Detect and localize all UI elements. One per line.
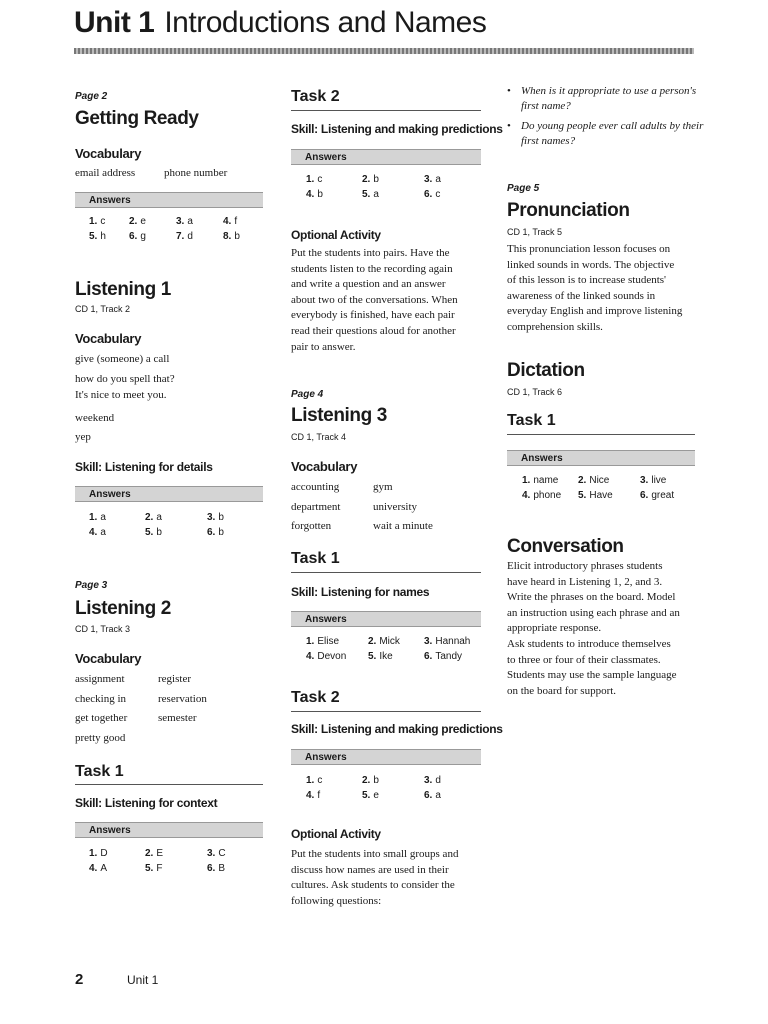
answer-item: [362, 172, 424, 187]
answer-number: 6.: [640, 490, 649, 501]
skill-heading: Skill: Listening for details: [75, 460, 213, 474]
answer-item: [89, 229, 129, 244]
answer-number: 7.: [176, 231, 185, 242]
answer-value: c: [100, 216, 106, 227]
text-line: appropriate response.: [507, 622, 602, 635]
answer-value: a: [373, 189, 379, 200]
answer-item: [362, 187, 424, 202]
answer-number: 3.: [640, 475, 649, 486]
skill-heading: Skill: Listening and making predictions: [291, 722, 503, 736]
cd-track: CD 1, Track 5: [507, 227, 563, 237]
vocab-item: give (someone) a call: [75, 353, 170, 365]
divider: [507, 434, 695, 435]
divider: [291, 711, 481, 712]
answer-item: [89, 861, 145, 876]
text-line: Write the phrases on the board. Model: [507, 591, 676, 604]
answer-number: 2.: [362, 174, 371, 185]
vocabulary-heading: Vocabulary: [75, 651, 142, 666]
optional-heading: Optional Activity: [291, 827, 381, 841]
answer-number: 1.: [522, 475, 531, 486]
answer-item: [306, 187, 362, 202]
section-heading: Listening 1: [75, 279, 171, 300]
answer-number: 4.: [306, 189, 315, 200]
vocab-item: semester: [158, 712, 197, 725]
optional-text: [291, 847, 486, 909]
vocab-item: university: [373, 500, 417, 513]
cd-track: CD 1, Track 4: [291, 432, 347, 442]
answer-value: h: [100, 231, 106, 242]
skill-heading: Skill: Listening for context: [75, 796, 218, 810]
answer-value: phone: [533, 490, 562, 501]
bullet-item: [507, 119, 707, 149]
answer-item: [424, 773, 464, 788]
answer-value: a: [187, 216, 193, 227]
answer-value: b: [156, 527, 162, 538]
text-line: on the board for support.: [507, 684, 617, 697]
vocab-item: yep: [75, 431, 91, 444]
answer-item: [368, 634, 424, 649]
vocab-list: [291, 478, 340, 537]
vocab-list: [75, 670, 127, 748]
text-line: comprehension skills.: [507, 320, 603, 333]
answer-value: a: [156, 512, 162, 523]
answer-value: a: [100, 512, 106, 523]
vocab-item: phone number: [164, 167, 228, 179]
answer-item: [145, 846, 207, 861]
text-line: • Do young people ever call adults by their: [521, 120, 704, 132]
answer-item: [176, 229, 223, 244]
answer-number: 6.: [424, 189, 433, 200]
answer-value: B: [218, 863, 226, 874]
answer-value: b: [218, 512, 224, 523]
answer-value: c: [317, 174, 323, 185]
answers-grid: [306, 773, 464, 803]
answer-value: great: [651, 490, 675, 501]
answer-item: [424, 788, 464, 803]
unit-title: Introductions and Names: [164, 6, 487, 39]
answer-number: 1.: [89, 848, 98, 859]
answer-value: d: [435, 775, 441, 786]
answer-item: [145, 525, 207, 540]
text-line: Students may use the sample language: [507, 669, 677, 682]
answers-grid: [89, 510, 247, 540]
answer-number: 6.: [424, 790, 433, 801]
answer-item: [306, 773, 362, 788]
answer-value: name: [533, 475, 559, 486]
text-line: first name?: [521, 100, 571, 112]
answer-number: 4.: [306, 651, 315, 662]
task-heading: Task 1: [291, 550, 340, 567]
section-heading: Getting Ready: [75, 108, 199, 129]
answer-number: 2.: [368, 636, 377, 647]
answer-item: [578, 473, 640, 488]
answer-item: [176, 214, 223, 229]
footer-unit: Unit 1: [127, 973, 159, 987]
text-line: cultures. Ask students to consider the: [291, 879, 455, 892]
answer-item: [640, 473, 696, 488]
answers-grid: [306, 634, 480, 664]
task-heading: Task 2: [291, 689, 340, 706]
answer-item: [306, 788, 362, 803]
answer-item: [129, 229, 176, 244]
answer-number: 4.: [522, 490, 531, 501]
vocab-item: accounting: [291, 481, 340, 493]
answer-number: 5.: [362, 790, 371, 801]
answer-value: a: [435, 790, 441, 801]
section-heading: Conversation: [507, 536, 624, 557]
answer-number: 5.: [145, 863, 154, 874]
text-line: awareness of the linked sounds in: [507, 289, 656, 302]
answer-number: 3.: [424, 174, 433, 185]
text-line: an instruction using each phrase and an: [507, 606, 680, 619]
answer-number: 6.: [207, 863, 216, 874]
task-heading: Task 1: [507, 412, 556, 429]
conversation-text: [507, 559, 712, 699]
divider: [291, 572, 481, 573]
vocab-item: pretty good: [75, 731, 126, 744]
vocabulary-heading: Vocabulary: [291, 459, 358, 474]
answer-number: 3.: [207, 848, 216, 859]
answer-item: [306, 649, 368, 664]
vocab-item: reservation: [158, 692, 207, 705]
vocab-item: wait a minute: [373, 520, 433, 533]
text-line: following questions:: [291, 894, 382, 907]
answer-item: [145, 861, 207, 876]
question-list: [507, 84, 707, 149]
answer-value: a: [100, 527, 106, 538]
answer-item: [362, 788, 424, 803]
section-heading: Pronunciation: [507, 200, 630, 221]
answer-value: b: [373, 174, 379, 185]
answer-value: Nice: [589, 475, 610, 486]
answers-grid: [89, 846, 247, 876]
answer-number: 6.: [207, 527, 216, 538]
text-line: Put the students into small groups and: [291, 848, 459, 860]
answer-number: 2.: [362, 775, 371, 786]
answer-item: [424, 172, 464, 187]
text-line: everyday English and improve listening: [507, 305, 683, 318]
page-label: Page 3: [75, 580, 108, 591]
answer-item: [223, 229, 263, 244]
vocabulary-heading: Vocabulary: [75, 331, 142, 346]
text-line: This pronunciation lesson focuses on: [507, 243, 671, 255]
answer-item: [89, 510, 145, 525]
header-rule: [74, 48, 694, 54]
vocab-item: weekend: [75, 411, 115, 424]
page-number: 2: [75, 971, 84, 988]
answer-item: [578, 488, 640, 503]
answer-number: 2.: [145, 512, 154, 523]
vocabulary-heading: Vocabulary: [75, 146, 142, 161]
answer-value: d: [187, 231, 193, 242]
text-line: have heard in Listening 1, 2, and 3.: [507, 575, 663, 588]
task-heading: Task 1: [75, 763, 124, 780]
vocab-item: It's nice to meet you.: [75, 389, 167, 402]
vocab-list: [158, 670, 207, 729]
cd-track: CD 1, Track 2: [75, 304, 131, 314]
page-label: Page 5: [507, 183, 540, 194]
answer-value: c: [435, 189, 441, 200]
answers-bar: Answers: [291, 611, 481, 627]
answer-item: [207, 525, 247, 540]
answer-value: b: [218, 527, 224, 538]
answer-number: 1.: [89, 216, 98, 227]
vocab-item: email address: [75, 167, 136, 179]
answer-number: 5.: [362, 189, 371, 200]
answer-item: [89, 525, 145, 540]
answer-value: b: [234, 231, 240, 242]
vocab-list: [373, 478, 433, 537]
answer-item: [368, 649, 424, 664]
answer-value: Hannah: [435, 636, 471, 647]
text-line: first names?: [521, 135, 576, 147]
answer-item: [306, 634, 368, 649]
unit-label: Unit 1: [74, 6, 155, 39]
answer-number: 4.: [89, 527, 98, 538]
answers-grid: [89, 214, 263, 244]
text-line: about two of the conversations. When: [291, 293, 458, 306]
text-line: to three or four of their classmates.: [507, 653, 661, 666]
answers-bar: Answers: [75, 192, 263, 208]
text-line: • When is it appropriate to use a person's: [521, 85, 697, 97]
vocab-list: [75, 350, 175, 448]
vocab-item: register: [158, 673, 191, 685]
answer-number: 2.: [129, 216, 138, 227]
answer-number: 4.: [223, 216, 232, 227]
answers-grid: [522, 473, 696, 503]
answer-number: 2.: [145, 848, 154, 859]
answer-item: [207, 846, 247, 861]
answer-item: [89, 214, 129, 229]
optional-heading: Optional Activity: [291, 228, 381, 242]
answer-number: 3.: [207, 512, 216, 523]
cd-track: CD 1, Track 6: [507, 387, 563, 397]
answer-number: 6.: [424, 651, 433, 662]
answer-number: 3.: [424, 636, 433, 647]
answer-item: [129, 214, 176, 229]
answer-item: [424, 187, 464, 202]
answers-bar: Answers: [75, 822, 263, 838]
answer-value: b: [373, 775, 379, 786]
answer-item: [89, 846, 145, 861]
answer-item: [145, 510, 207, 525]
answer-value: e: [140, 216, 146, 227]
answer-number: 8.: [223, 231, 232, 242]
answer-value: live: [651, 475, 667, 486]
answer-item: [424, 649, 480, 664]
task-heading: Task 2: [291, 88, 340, 105]
answer-item: [522, 473, 578, 488]
answer-value: Mick: [379, 636, 400, 647]
text-line: Ask students to introduce themselves: [507, 637, 671, 650]
answer-item: [223, 214, 263, 229]
answer-value: g: [140, 231, 146, 242]
text-line: of this lesson is to increase students': [507, 274, 667, 287]
answer-item: [207, 510, 247, 525]
answer-number: 4.: [89, 863, 98, 874]
answer-value: Have: [589, 490, 613, 501]
answer-number: 3.: [176, 216, 185, 227]
page-label: Page 4: [291, 389, 324, 400]
answer-value: c: [317, 775, 323, 786]
vocab-item: get together: [75, 712, 128, 725]
answer-number: 5.: [145, 527, 154, 538]
vocab-item: gym: [373, 481, 393, 493]
bullet-item: [507, 84, 707, 114]
answer-value: Elise: [317, 636, 340, 647]
text-line: students listen to the recording again: [291, 262, 453, 275]
answers-grid: [306, 172, 464, 202]
page-label: Page 2: [75, 91, 108, 102]
answer-value: f: [234, 216, 238, 227]
answers-bar: Answers: [291, 149, 481, 165]
answer-number: 1.: [306, 174, 315, 185]
vocab-item: department: [291, 500, 341, 513]
answer-number: 1.: [306, 636, 315, 647]
answers-bar: Answers: [291, 749, 481, 765]
text-line: linked sounds in words. The objective: [507, 258, 675, 271]
answer-item: [424, 634, 480, 649]
section-heading: Listening 3: [291, 405, 387, 426]
cd-track: CD 1, Track 3: [75, 624, 131, 634]
divider: [291, 110, 481, 111]
answer-value: Ike: [379, 651, 393, 662]
answer-value: b: [317, 189, 323, 200]
page-title: [74, 6, 486, 40]
pronunciation-text: [507, 242, 707, 336]
answer-value: Devon: [317, 651, 347, 662]
text-line: pair to answer.: [291, 340, 356, 353]
answer-value: D: [100, 848, 108, 859]
answers-bar: Answers: [75, 486, 263, 502]
text-line: everybody is finished, have each pair: [291, 309, 455, 322]
section-heading: Listening 2: [75, 598, 171, 619]
answer-value: Tandy: [435, 651, 463, 662]
answer-item: [207, 861, 247, 876]
answer-number: 6.: [129, 231, 138, 242]
text-line: Put the students into pairs. Have the: [291, 247, 450, 259]
answer-value: C: [218, 848, 226, 859]
answer-number: 4.: [306, 790, 315, 801]
optional-text: [291, 246, 486, 355]
section-heading: Dictation: [507, 360, 585, 381]
divider: [75, 784, 263, 785]
answer-number: 5.: [368, 651, 377, 662]
text-line: and write a question and an answer: [291, 278, 446, 291]
answer-value: E: [156, 848, 164, 859]
text-line: Elicit introductory phrases students: [507, 560, 663, 572]
answer-item: [306, 172, 362, 187]
answer-number: 1.: [89, 512, 98, 523]
answer-item: [640, 488, 696, 503]
text-line: discuss how names are used in their: [291, 863, 449, 876]
answer-number: 5.: [89, 231, 98, 242]
answer-value: e: [373, 790, 379, 801]
vocab-item: checking in: [75, 692, 127, 705]
skill-heading: Skill: Listening for names: [291, 585, 430, 599]
answer-number: 5.: [578, 490, 587, 501]
vocab-item: how do you spell that?: [75, 372, 175, 385]
answer-number: 3.: [424, 775, 433, 786]
answers-bar: Answers: [507, 450, 695, 466]
vocab-item: forgotten: [291, 520, 332, 533]
vocab-item: assignment: [75, 673, 125, 685]
answer-value: A: [100, 863, 108, 874]
skill-heading: Skill: Listening and making predictions: [291, 122, 503, 136]
answer-value: F: [156, 863, 163, 874]
answer-item: [522, 488, 578, 503]
answer-value: f: [317, 790, 321, 801]
answer-value: a: [435, 174, 441, 185]
answer-number: 1.: [306, 775, 315, 786]
text-line: read their questions aloud for another: [291, 324, 456, 337]
answer-item: [362, 773, 424, 788]
answer-number: 2.: [578, 475, 587, 486]
